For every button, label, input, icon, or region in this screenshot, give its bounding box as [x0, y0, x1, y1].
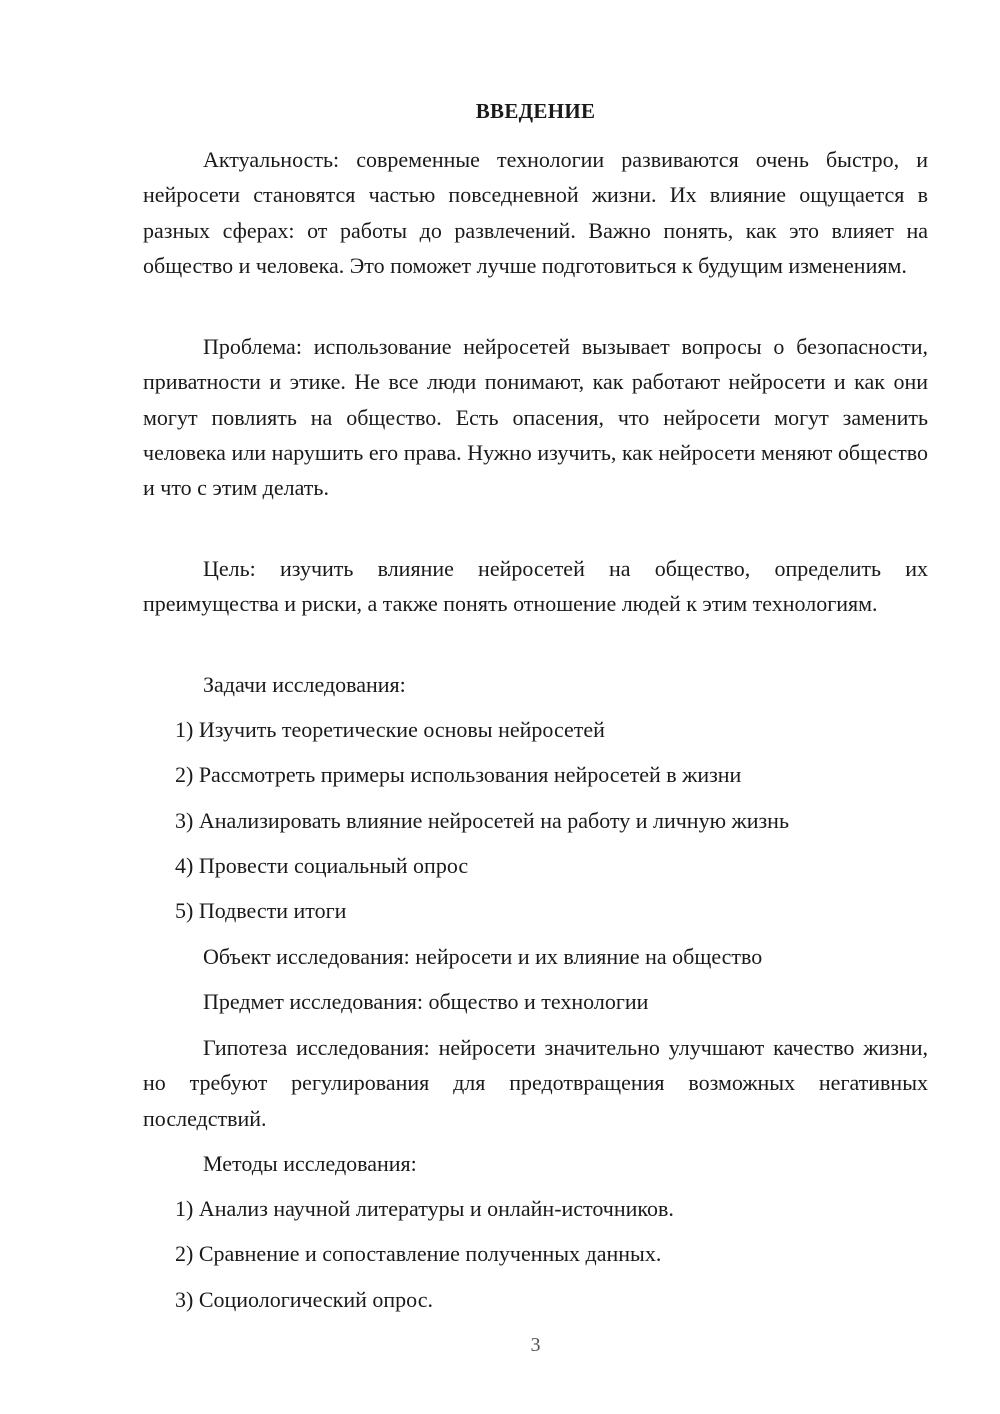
hypothesis-paragraph: Гипотеза исследования: нейросети значительно улучшают качество жизни, но требуют регулирования для предотвращения возможных негативных последствий. — [143, 1035, 928, 1131]
research-subject: Предмет исследования: общество и технологии — [203, 989, 649, 1014]
task-item: 2) Рассмотреть примеры использования нейросетей в жизни — [175, 762, 742, 787]
task-item: 1) Изучить теоретические основы нейросетей — [175, 717, 605, 742]
task-item: 3) Анализировать влияние нейросетей на работу и личную жизнь — [175, 808, 789, 833]
page-number: 3 — [530, 1334, 541, 1356]
research-object: Объект исследования: нейросети и их влияние на общество — [203, 944, 763, 969]
page-title: ВВЕДЕНИЕ — [475, 99, 596, 123]
task-item: 5) Подвести итоги — [175, 898, 347, 923]
goal-paragraph: Цель: изучить влияние нейросетей на общество, определить их преимущества и риски, а также понять отношение людей к этим технологиям. — [143, 556, 928, 617]
problem-paragraph: Проблема: использование нейросетей вызывает вопросы о безопасности, приватности и этике. Не все люди понимают, как работают нейросети и как они могут повлиять на общество. Есть опасения, что нейросети могут заменить человека или нарушить его права. Нужно изучить, как нейросети меняют общество и что с этим делать. — [143, 334, 928, 501]
tasks-heading: Задачи исследования: — [203, 672, 406, 697]
relevance-paragraph: Актуальность: современные технологии развиваются очень быстро, и нейросети становятся частью повседневной жизни. Их влияние ощущается в разных сферах: от работы до развлечений. Важно понять, как это влияет на общество и человека. Это поможет лучше подготовиться к будущим изменениям. — [143, 147, 928, 278]
method-item: 3) Социологический опрос. — [175, 1287, 433, 1312]
method-item: 1) Анализ научной литературы и онлайн-источников. — [175, 1196, 674, 1221]
methods-heading: Методы исследования: — [203, 1151, 417, 1176]
task-item: 4) Провести социальный опрос — [175, 853, 469, 878]
method-item: 2) Сравнение и сопоставление полученных данных. — [175, 1241, 662, 1266]
